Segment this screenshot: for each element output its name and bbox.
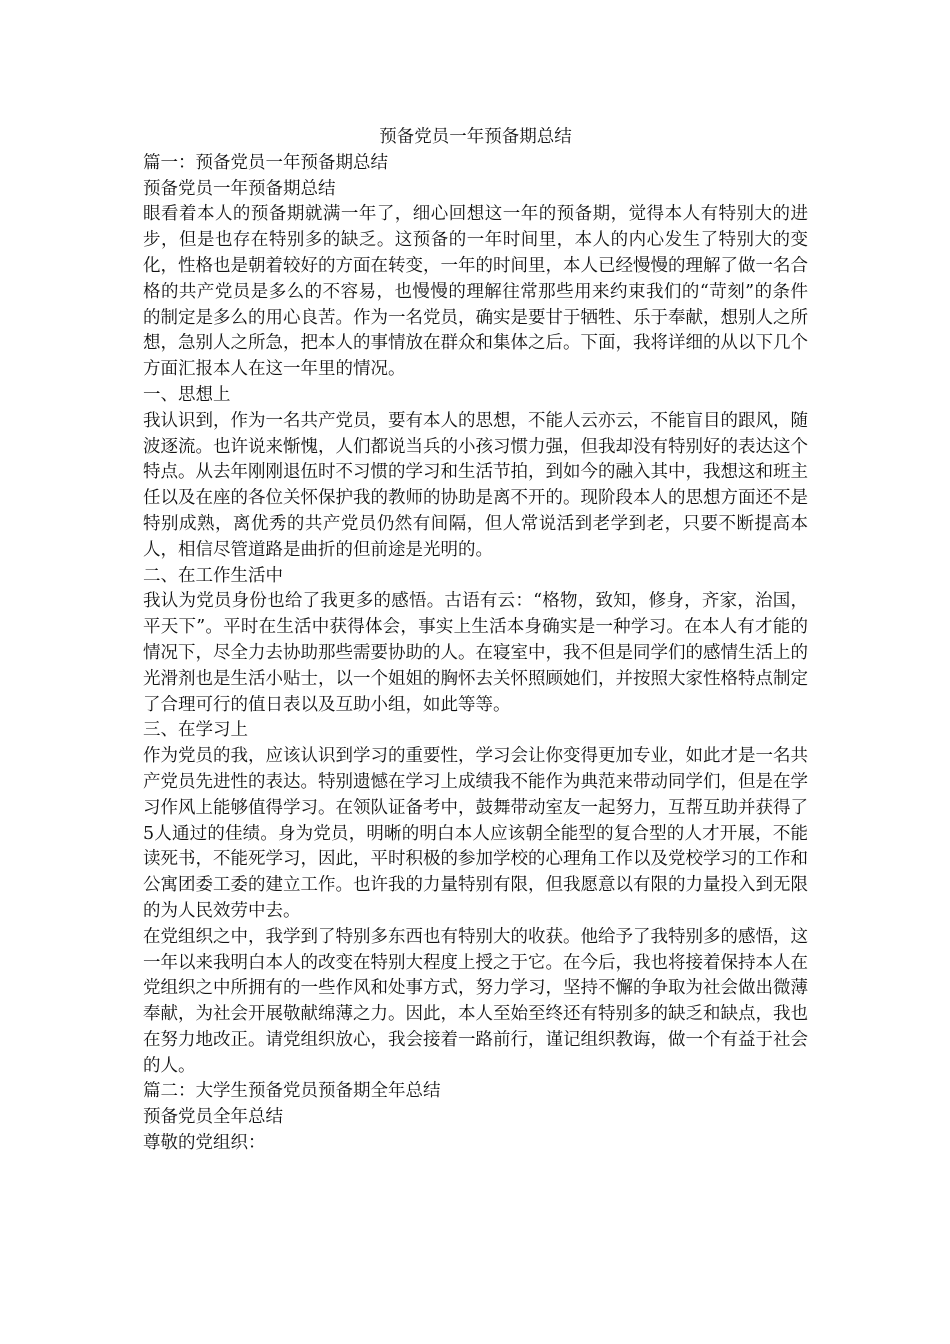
section-heading-part-one: 篇一：预备党员一年预备期总结 (143, 152, 388, 173)
paragraph-thought: 我认识到，作为一名共产党员，要有本人的思想，不能人云亦云，不能盲目的跟风，随波逐流。也许说来惭愧，人们都说当兵的小孩习惯力强，但我却没有特别好的表达这个特点。从去年刚刚退伍时不习惯的学习和生活节拍，到如今的融入其中，我想这和班主任以及在座的各位关怀保护我的教师的协助是离不开的。现阶段本人的思想方面还不是特别成熟，离优秀的共产党员仍然有间隔，但人常说活到老学到老，只要不断提高本人，相信尽管道路是曲折的但前途是光明的。 (143, 410, 808, 560)
document-title: 预备党员一年预备期总结 (379, 127, 572, 147)
section-heading-part-two: 篇二：大学生预备党员预备期全年总结 (143, 1081, 441, 1102)
subtitle: 预备党员一年预备期总结 (143, 178, 336, 199)
paragraph-study: 作为党员的我，应该认识到学习的重要性，学习会让你变得更加专业，如此才是一名共产党员先进性的表达。特别遗憾在学习上成绩我不能作为典范来带动同学们，但是在学习作风上能够值得学习。在领队证备考中，鼓舞带动室友一起努力，互帮互助并获得了5人通过的佳绩。身为党员，明晰的明白本人应该朝全能型的复合型的人才开展，不能读死书，不能死学习，因此，平时积极的参加学校的心理角工作以及党校学习的工作和公寓团委工委的建立工作。也许我的力量特别有限，但我愿意以有限的力量投入到无限的为人民效劳中去。 (143, 746, 808, 921)
section-heading-work-life: 二、在工作生活中 (143, 565, 283, 586)
paragraph-work-life: 我认为党员身份也给了我更多的感悟。古语有云：“格物，致知，修身，齐家，治国，平天下”。平时在生活中获得体会，事实上生活本身确实是一种学习。在本人有才能的情况下，尽全力去协助那些需要协助的人。在寝室中，我不但是同学们的感情生活上的光滑剂也是生活小贴士，以一个姐姐的胸怀去关怀照顾她们，并按照大家性格特点制定了合理可行的值日表以及互助小组，如此等等。 (143, 591, 808, 715)
paragraph-party-organization: 在党组织之中，我学到了特别多东西也有特别大的收获。他给予了我特别多的感悟，这一年以来我明白本人的改变在特别大程度上授之于它。在今后，我也将接着保持本人在党组织之中所拥有的一些作风和处事方式，努力学习，坚持不懈的争取为社会做出微薄奉献，为社会开展敬献绵薄之力。因此，本人至始至终还有特别多的缺乏和缺点，我也在努力地改正。请党组织放心，我会接着一路前行，谨记组织教诲，做一个有益于社会的人。 (143, 926, 808, 1076)
section-heading-study: 三、在学习上 (143, 720, 248, 741)
salutation: 尊敬的党组织： (143, 1133, 266, 1154)
section-heading-thought: 一、思想上 (143, 384, 231, 405)
paragraph-intro: 眼看着本人的预备期就满一年了，细心回想这一年的预备期，觉得本人有特别大的进步，但是也存在特别多的缺乏。这预备的一年时间里，本人的内心发生了特别大的变化，性格也是朝着较好的方面在转变，一年的时间里，本人已经慢慢的理解了做一名合格的共产党员是多么的不容易，也慢慢的理解往常那些用来约束我们的“苛刻”的条件的制定是多么的用心良苦。作为一名党员，确实是要甘于牺牲、乐于奉献，想别人之所想，急别人之所急，把本人的事情放在群众和集体之后。下面，我将详细的从以下几个方面汇报本人在这一年里的情况。 (143, 204, 808, 380)
document-page (143, 125, 808, 1157)
subtitle-annual-summary: 预备党员全年总结 (143, 1107, 283, 1128)
